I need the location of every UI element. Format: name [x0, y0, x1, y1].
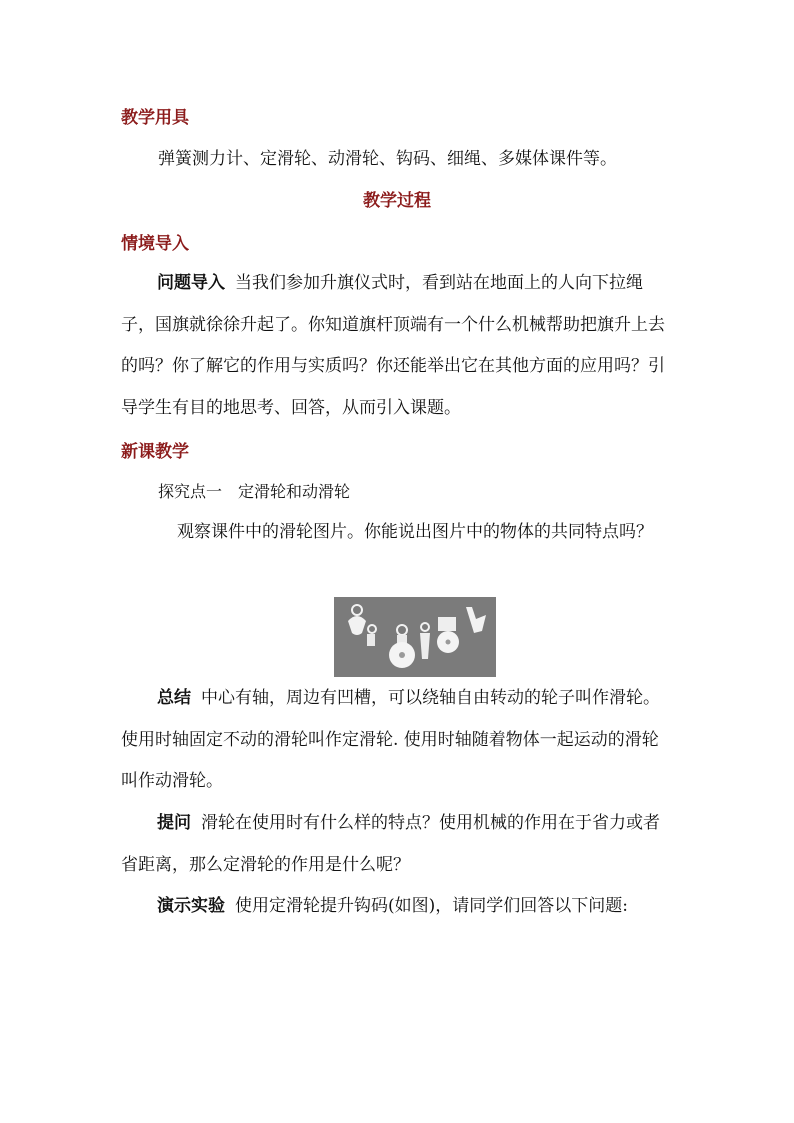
summary-label: 总结 — [157, 688, 191, 708]
intro-label: 问题导入 — [157, 273, 225, 293]
demo-text: 使用定滑轮提升钩码(如图)，请同学们回答以下问题: — [235, 896, 628, 916]
intro-paragraph — [121, 263, 675, 429]
tools-text: 弹簧测力计、定滑轮、动滑轮、钩码、细绳、多媒体课件等。 — [158, 149, 617, 169]
inquiry-point: 探究点一 定滑轮和动滑轮 — [158, 482, 351, 501]
question-paragraph — [121, 803, 675, 886]
new-lesson-heading: 新课教学 — [121, 442, 189, 462]
process-heading: 教学过程 — [363, 191, 431, 211]
tools-heading: 教学用具 — [121, 108, 189, 128]
question-text: 滑轮在使用时有什么样的特点？使用机械的作用在于省力或者省距离，那么定滑轮的作用是什么呢？ — [121, 813, 660, 875]
intro-text: 当我们参加升旗仪式时，看到站在地面上的人向下拉绳子，国旗就徐徐升起了。你知道旗杆顶端有一个什么机械帮助把旗升上去的吗？你了解它的作用与实质吗？你还能举出它在其他方面的应用吗？引导学生有目的地思考、回答，从而引入课题。 — [121, 273, 665, 418]
summary-paragraph — [121, 678, 675, 803]
question-label: 提问 — [157, 813, 191, 833]
pulley-photo — [334, 597, 496, 677]
demo-label: 演示实验 — [157, 896, 225, 916]
observe-paragraph: 观察课件中的滑轮图片。你能说出图片中的物体的共同特点吗？ — [177, 522, 653, 542]
pulleys-image — [334, 597, 496, 677]
demo-paragraph — [121, 886, 675, 928]
intro-heading: 情境导入 — [121, 234, 189, 254]
summary-text: 中心有轴，周边有凹槽，可以绕轴自由转动的轮子叫作滑轮。使用时轴固定不动的滑轮叫作定滑轮. 使用时轴随着物体一起运动的滑轮叫作动滑轮。 — [121, 688, 660, 791]
